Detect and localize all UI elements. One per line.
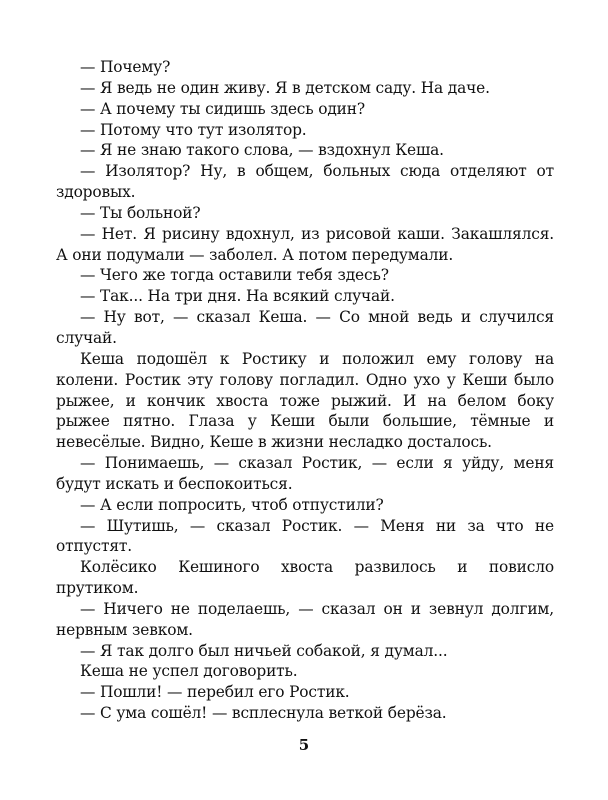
paragraph: Колёсико Кешиного хвоста развилось и повисло прутиком. xyxy=(56,558,554,598)
paragraph: — Ну вот, — сказал Кеша. — Со мной ведь и случился случай. xyxy=(56,308,554,347)
paragraph: — Потому что тут изолятор. xyxy=(80,120,307,139)
paragraph: — Изолятор? Ну, в общем, больных сюда отделяют от здоровых. xyxy=(56,162,554,202)
paragraph: — Так... На три дня. На всякий случай. xyxy=(80,287,395,306)
paragraph: — Я так долго был ничьей собакой, я думал... xyxy=(80,641,448,660)
paragraph: — А если попросить, чтоб отпустили? xyxy=(80,495,384,514)
paragraph: Кеша подошёл к Ростику и положил ему голову на колени. Ростик эту голову погладил. Одно ухо у Кеши было рыжее, и кончик хвоста тоже рыжий. И на белом боку рыжее пятно. Глаза у Кеши были большие, тёмные и невесёлые. Видно, Кеше в жизни несладко досталось. xyxy=(56,349,554,452)
paragraph: — Чего же тогда оставили тебя здесь? xyxy=(80,266,389,285)
paragraph: — Я ведь не один живу. Я в детском саду. На даче. xyxy=(80,78,490,97)
paragraph: Кеша не успел договорить. xyxy=(80,662,298,681)
paragraph: — Нет. Я рисину вдохнул, из рисовой каши. Закашлялся. А они подумали — заболел. А потом передумали. xyxy=(56,224,554,264)
paragraph: — А почему ты сидишь здесь один? xyxy=(80,99,365,118)
paragraph: — Я не знаю такого слова, — вздохнул Кеша. xyxy=(80,141,444,160)
paragraph: — Ты больной? xyxy=(80,203,201,222)
page-number: 5 xyxy=(298,736,310,754)
paragraph: — Ничего не поделаешь, — сказал он и зевнул долгим, нервным зевком. xyxy=(56,599,554,639)
story-text xyxy=(56,57,554,724)
paragraph: — Почему? xyxy=(80,58,171,76)
paragraph: — С ума сошёл! — всплеснула веткой берёза. xyxy=(80,704,447,723)
paragraph: — Шутишь, — сказал Ростик. — Меня ни за что не отпустят. xyxy=(56,516,554,556)
paragraph: — Пошли! — перебил его Ростик. xyxy=(80,683,350,702)
paragraph: — Понимаешь, — сказал Ростик, — если я уйду, меня будут искать и беспокоиться. xyxy=(56,454,554,493)
